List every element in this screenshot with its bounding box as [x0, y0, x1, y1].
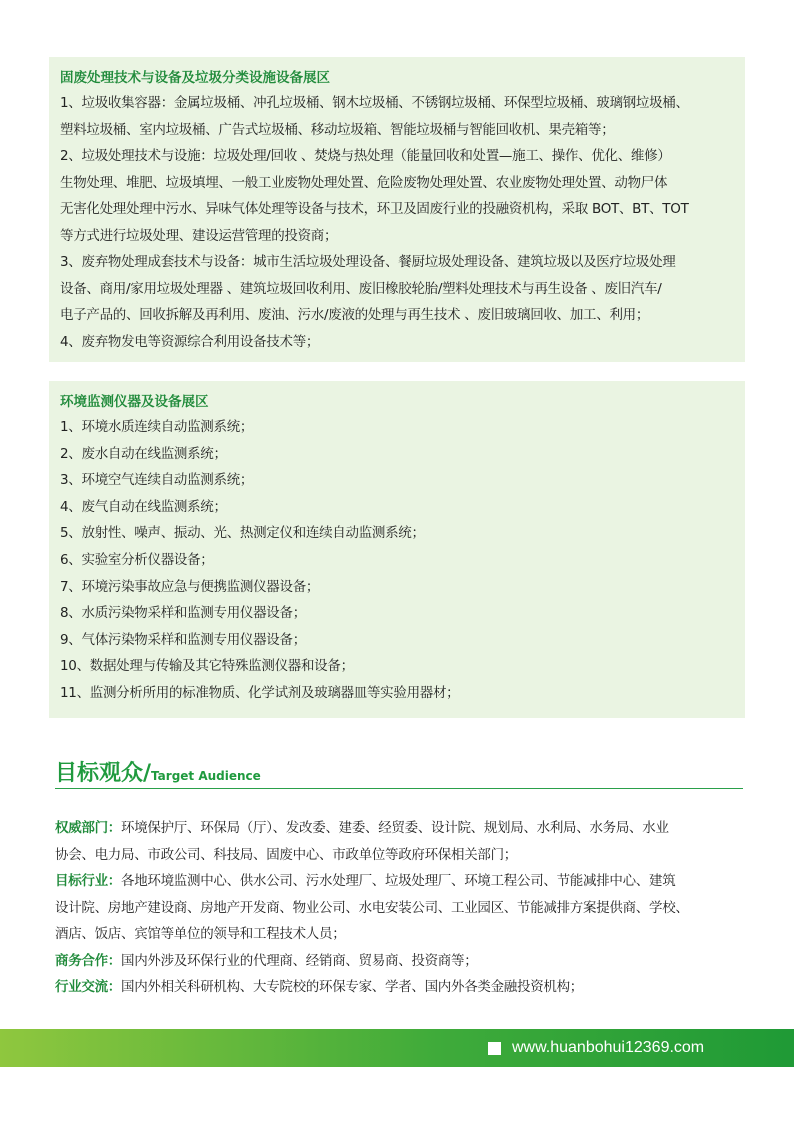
zone-line: 11、监测分析所用的标准物质、化学试剂及玻璃器皿等实验用器材； — [60, 684, 460, 701]
zone-line: 2、废水自动在线监测系统； — [60, 445, 227, 462]
zone-line: 8、水质污染物采样和监测专用仪器设备； — [60, 605, 306, 622]
zone-line: 3、废弃物处理成套技术与设备：城市生活垃圾处理设备、餐厨垃圾处理设备、建筑垃圾以及医疗垃圾处理 — [60, 254, 676, 270]
zone-line: 1、环境水质连续自动监测系统； — [60, 419, 254, 435]
audience-label: 权威部门： — [55, 820, 121, 836]
audience-list — [55, 815, 745, 1001]
zone-line: 生物处理、堆肥、垃圾填埋、一般工业废物处理处置、危险废物处理处置、农业废物处理处置、动物尸体 — [60, 174, 668, 191]
audience-label: 行业交流： — [55, 979, 121, 995]
zone-line: 5、放射性、噪声、振动、光、热测定仪和连续自动监测系统； — [60, 525, 425, 542]
footer-bar — [0, 1029, 794, 1067]
audience-label: 商务合作： — [55, 952, 121, 969]
zone-line: 10、数据处理与传输及其它特殊监测仪器和设备； — [60, 658, 354, 675]
audience-text: 国内外相关科研机构、大专院校的环保专家、学者、国内外各类金融投资机构； — [121, 979, 583, 995]
zone-title-solid-waste: 固废处理技术与设备及垃圾分类设施设备展区 — [60, 70, 330, 86]
exhibit-zone-monitoring — [49, 381, 745, 718]
zone-line: 7、环境污染事故应急与便携监测仪器设备； — [60, 578, 320, 595]
audience-text: 各地环境监测中心、供水公司、污水处理厂、垃圾处理厂、环境工程公司、节能减排中心、建筑 — [121, 873, 676, 889]
audience-heading-en: Target Audience — [151, 769, 261, 783]
audience-label: 目标行业： — [55, 873, 121, 889]
audience-divider — [55, 788, 743, 789]
zone-line: 6、实验室分析仪器设备； — [60, 551, 214, 568]
zone-line: 2、垃圾处理技术与设施：垃圾处理/回收 、焚烧与热处理（能量回收和处置—施工、操作、优化、维修） — [60, 148, 671, 164]
zone-line: 无害化处理处理中污水、异味气体处理等设备与技术，环卫及固废行业的投融资机构，采取 BOT、BT、TOT — [60, 201, 689, 217]
website-link[interactable]: www.huanbohui12369.com — [512, 1039, 705, 1056]
square-bullet-icon — [488, 1042, 501, 1055]
audience-industry — [55, 868, 745, 895]
zone-title-monitoring: 环境监测仪器及设备展区 — [60, 394, 209, 410]
audience-exchange — [55, 974, 745, 1001]
zone-line: 4、废弃物发电等资源综合利用设备技术等； — [60, 333, 320, 350]
audience-line: 酒店、饭店、宾馆等单位的领导和工程技术人员； — [55, 926, 346, 942]
zone-list-solid-waste — [60, 90, 735, 355]
zone-line: 3、环境空气连续自动监测系统； — [60, 472, 254, 489]
zone-line: 电子产品的、回收拆解及再利用、废油、污水/废液的处理与再生技术 、废旧玻璃回收、加工、利用； — [60, 307, 650, 323]
audience-line: 设计院、房地产建设商、房地产开发商、物业公司、水电安装公司、工业园区、节能减排方案提供商、学校、 — [55, 899, 689, 916]
zone-line: 4、废气自动在线监测系统； — [60, 498, 227, 515]
audience-business — [55, 948, 745, 975]
audience-heading — [55, 756, 261, 787]
zone-line: 9、气体污染物采样和监测专用仪器设备； — [60, 631, 306, 648]
zone-line: 1、垃圾收集容器：金属垃圾桶、冲孔垃圾桶、钢木垃圾桶、不锈钢垃圾桶、环保型垃圾桶、玻璃钢垃圾桶、 — [60, 95, 689, 111]
zone-line: 设备、商用/家用垃圾处理器 、建筑垃圾回收利用、废旧橡胶轮胎/塑料处理技术与再生设备 、废旧汽车/ — [60, 280, 662, 297]
audience-authority — [55, 815, 745, 842]
exhibit-zone-solid-waste — [49, 57, 745, 362]
audience-text: 环境保护厅、环保局（厅）、发改委、建委、经贸委、设计院、规划局、水利局、水务局、水业 — [121, 820, 669, 836]
audience-text: 国内外涉及环保行业的代理商、经销商、贸易商、投资商等； — [121, 952, 478, 969]
audience-line: 协会、电力局、市政公司、科技局、固废中心、市政单位等政府环保相关部门； — [55, 846, 517, 863]
zone-line: 等方式进行垃圾处理、建设运营管理的投资商； — [60, 227, 338, 244]
zone-list-monitoring — [60, 414, 735, 707]
zone-line: 塑料垃圾桶、室内垃圾桶、广告式垃圾桶、移动垃圾箱、智能垃圾桶与智能回收机、果壳箱等； — [60, 121, 615, 138]
audience-heading-zh: 目标观众/ — [55, 761, 152, 786]
